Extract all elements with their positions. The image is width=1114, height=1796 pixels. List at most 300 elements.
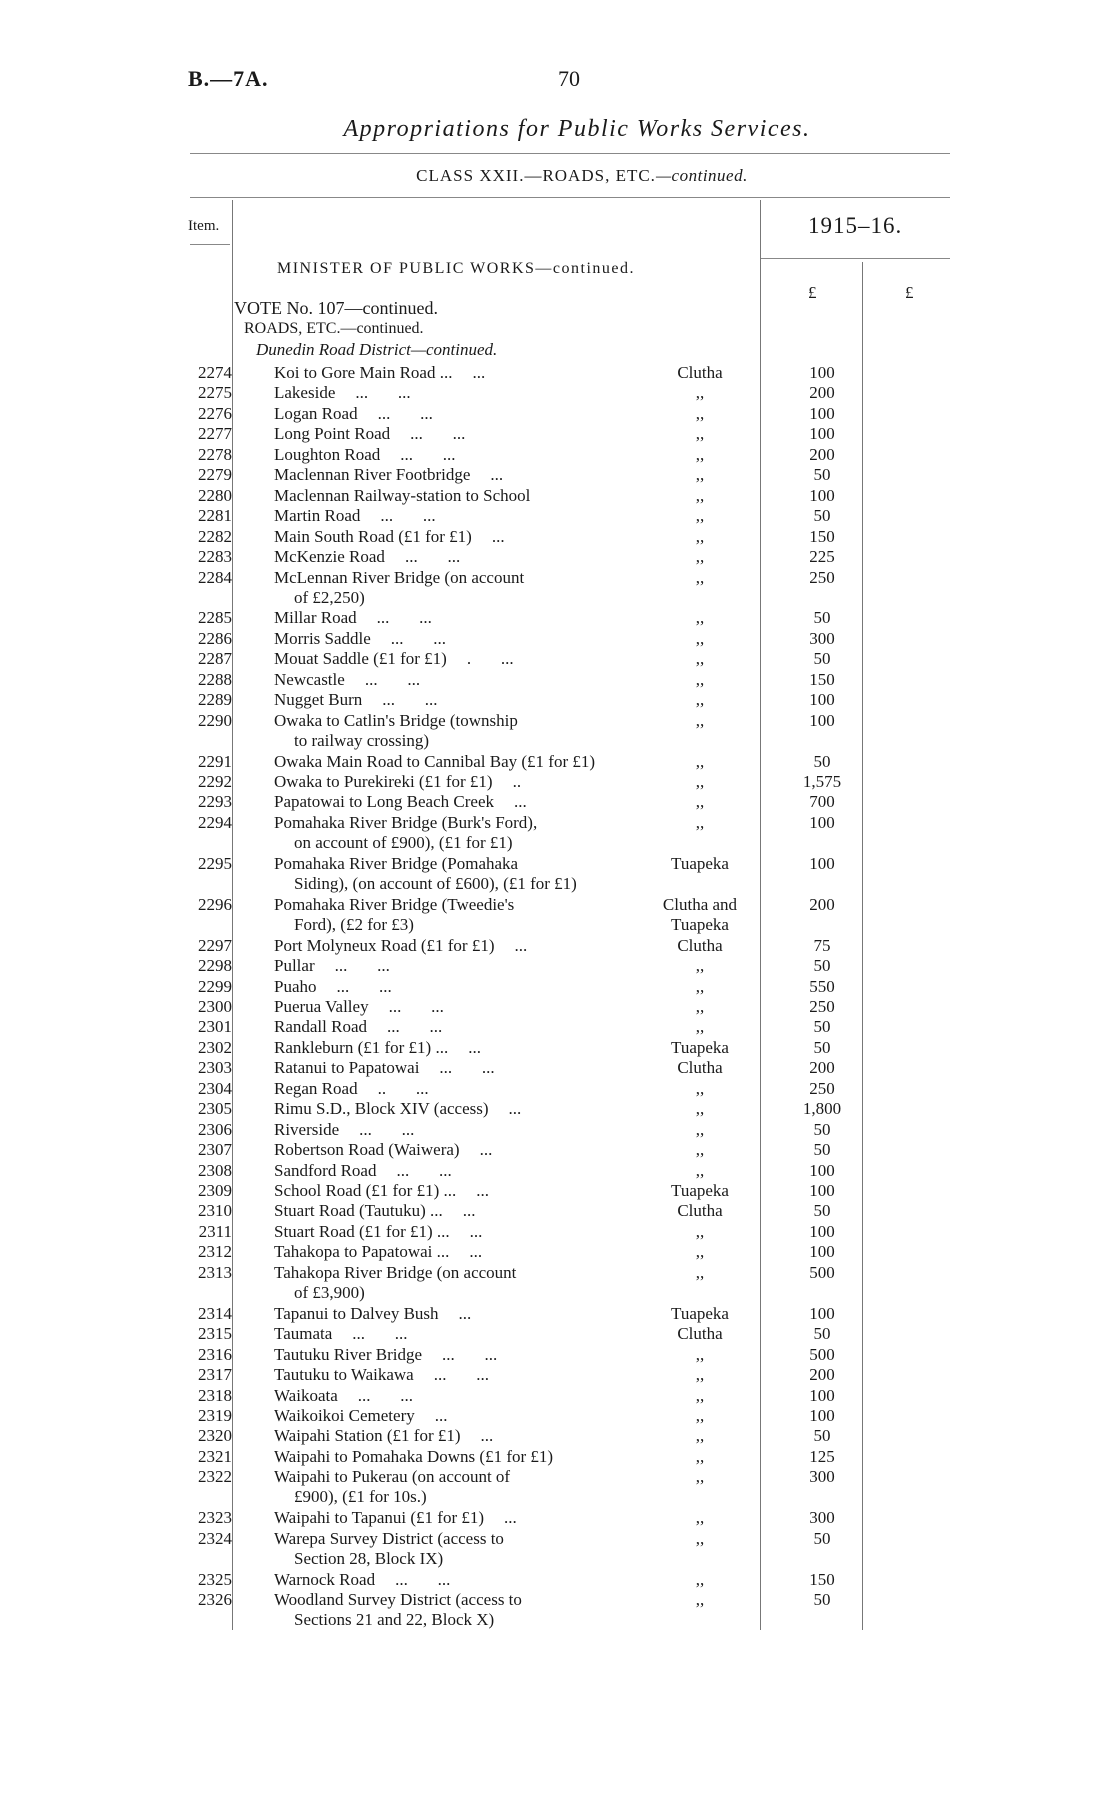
electorate: ,, (695, 567, 705, 587)
table-row (0, 506, 1114, 526)
item-number: 2287 (198, 649, 232, 669)
table-row (0, 1528, 1114, 1568)
amount: 50 (813, 1590, 831, 1609)
item-description-continued: £900), (£1 for 10s.) (294, 1487, 427, 1507)
item-number: 2300 (198, 996, 232, 1016)
item-description (274, 1120, 414, 1140)
table-row (0, 1161, 1114, 1181)
item-description-text: Ratanui to Papatowai (274, 1058, 420, 1078)
item-description (274, 445, 456, 465)
item-number: 2283 (198, 547, 232, 567)
currency-label-total: £ (905, 283, 914, 302)
electorate: Clutha and Tuapeka (640, 895, 760, 935)
item-description (274, 1386, 413, 1406)
electorate: ,, (695, 506, 705, 526)
item-description (274, 1038, 481, 1058)
item-description (274, 1058, 495, 1078)
leader-dots: ... (468, 1037, 481, 1057)
table-row (0, 383, 1114, 403)
leader-dots: ... (462, 1201, 476, 1221)
item-number: 2311 (198, 1221, 232, 1241)
electorate: ,, (695, 1590, 705, 1609)
item-number: 2314 (198, 1303, 232, 1323)
vote-heading: VOTE No. 107—continued. (234, 298, 438, 318)
amount: 100 (809, 363, 835, 382)
item-description (274, 854, 577, 894)
amount: 50 (813, 1017, 831, 1037)
electorate: ,, (695, 1467, 705, 1487)
electorate: Clutha (677, 363, 723, 382)
amount: 100 (809, 424, 835, 444)
item-description-text: Long Point Road (274, 424, 391, 444)
item-description-text: Warepa Survey District (access to (274, 1528, 504, 1548)
leader-dots: ... (490, 465, 504, 485)
item-description (274, 547, 460, 567)
item-description-text: Pomahaka River Bridge (Pomahaka (274, 853, 519, 873)
item-description (274, 690, 438, 710)
item-number: 2305 (198, 1099, 232, 1119)
leader-dots: ... ... (359, 1119, 415, 1139)
leader-dots: ... (434, 1405, 448, 1425)
amount: 50 (813, 751, 831, 771)
item-description (274, 1222, 482, 1242)
electorate: ,, (695, 608, 705, 628)
item-description-continued: Siding), (on account of £600), (£1 for £1) (294, 873, 577, 893)
item-number: 2292 (198, 772, 232, 791)
item-description-text: Waipahi to Pukerau (on account of (274, 1467, 511, 1487)
item-number: 2285 (198, 608, 232, 628)
item-number: 2316 (198, 1344, 232, 1364)
leader-dots: ... (491, 526, 505, 546)
amount: 125 (809, 1446, 835, 1466)
item-description-continued: of £2,250) (294, 587, 365, 607)
amount: 100 (809, 1303, 835, 1323)
item-description-text: Waikoikoi Cemetery (274, 1405, 415, 1425)
item-description (274, 1079, 429, 1099)
electorate: ,, (695, 1099, 705, 1119)
item-description (274, 752, 595, 772)
item-description-text: Tautuku River Bridge (274, 1344, 423, 1364)
table-row (0, 710, 1114, 750)
electorate: ,, (695, 1221, 705, 1241)
district-heading: Dunedin Road District—continued. (256, 340, 498, 359)
leader-dots: ... (479, 1140, 493, 1160)
item-description-text: Papatowai to Long Beach Creek (274, 792, 494, 812)
electorate: ,, (695, 996, 705, 1016)
electorate: ,, (695, 628, 705, 648)
item-description-text: Pomahaka River Bridge (Burk's Ford), (274, 812, 538, 832)
electorate: ,, (695, 1119, 705, 1139)
item-description (274, 1590, 522, 1630)
leader-dots: ... (504, 1508, 517, 1528)
item-number: 2322 (198, 1467, 232, 1487)
item-number: 2288 (198, 669, 232, 689)
table-row (0, 752, 1114, 772)
item-description-text: Stuart Road (£1 for £1) ... (274, 1221, 450, 1241)
table-row (0, 649, 1114, 669)
table-row (0, 772, 1114, 792)
item-description (274, 1426, 493, 1446)
table-row (0, 1120, 1114, 1140)
table-row (0, 1222, 1114, 1242)
roads-heading: ROADS, ETC.—continued. (244, 320, 424, 337)
item-number: 2282 (198, 526, 232, 546)
table-row (0, 527, 1114, 547)
item-number: 2299 (198, 976, 232, 996)
table-row (0, 567, 1114, 607)
electorate: ,, (695, 976, 705, 996)
table-row (0, 547, 1114, 567)
amount: 100 (809, 1405, 835, 1425)
amount: 300 (809, 628, 835, 648)
amount: 100 (809, 1160, 835, 1180)
amount: 50 (813, 506, 831, 526)
table-row (0, 1201, 1114, 1221)
year-column-header: 1915–16. (808, 213, 903, 238)
electorate: ,, (695, 649, 705, 669)
table-row (0, 1447, 1114, 1467)
leader-dots: ... (480, 1426, 494, 1446)
table-row (0, 404, 1114, 424)
item-description (274, 1345, 497, 1365)
item-description-continued: Sections 21 and 22, Block X) (294, 1610, 495, 1629)
item-description (274, 1570, 450, 1590)
electorate: ,, (695, 403, 705, 423)
table-row (0, 445, 1114, 465)
item-description (274, 895, 514, 935)
table-row (0, 670, 1114, 690)
item-description-text: Tahakopa River Bridge (on account (274, 1262, 517, 1282)
item-number: 2308 (198, 1160, 232, 1180)
amount: 300 (809, 1508, 835, 1528)
leader-dots: .. (512, 772, 522, 791)
item-description-text: Waipahi to Tapanui (£1 for £1) (274, 1508, 485, 1528)
item-number: 2306 (198, 1119, 232, 1139)
amount: 200 (809, 383, 835, 403)
item-description (274, 383, 411, 403)
amount: 100 (809, 1385, 835, 1405)
item-description-text: Owaka to Purekireki (£1 for £1) (274, 772, 493, 791)
table-row (0, 1386, 1114, 1406)
electorate: ,, (695, 1344, 705, 1364)
page-title: Appropriations for Public Works Services. (343, 116, 811, 142)
amount: 75 (813, 935, 831, 955)
table-row (0, 812, 1114, 852)
electorate: ,, (695, 547, 705, 567)
electorate: Tuapeka (671, 853, 729, 873)
item-description-text: Waikoata (274, 1385, 338, 1405)
item-description-text: Stuart Road (Tautuku) ... (274, 1201, 443, 1221)
item-number: 2291 (198, 751, 232, 771)
leader-dots: ... (469, 1221, 483, 1241)
amount: 300 (809, 1467, 835, 1487)
item-description (274, 670, 420, 690)
item-number: 2313 (198, 1262, 232, 1282)
amount: 550 (809, 976, 835, 996)
leader-dots: .. ... (377, 1078, 429, 1098)
item-number: 2293 (198, 792, 232, 812)
item-description-text: Randall Road (274, 1017, 368, 1037)
electorate: ,, (695, 1160, 705, 1180)
table-row (0, 424, 1114, 444)
leader-dots: ... (472, 363, 486, 382)
amount: 50 (813, 649, 831, 669)
electorate: Clutha (677, 1201, 723, 1221)
amount: 50 (813, 1426, 831, 1446)
electorate: ,, (695, 1242, 705, 1262)
item-number: 2289 (198, 690, 232, 710)
table-row (0, 1345, 1114, 1365)
electorate: ,, (695, 485, 705, 505)
electorate: ,, (695, 424, 705, 444)
table-row (0, 1426, 1114, 1446)
item-description (274, 936, 527, 956)
leader-dots: ... (508, 1099, 522, 1119)
item-description (274, 486, 530, 506)
amount: 150 (809, 1569, 835, 1589)
item-description-text: Owaka to Catlin's Bridge (township (274, 710, 518, 730)
leader-dots: ... (469, 1242, 483, 1262)
amount: 500 (809, 1262, 835, 1282)
amount: 700 (809, 792, 835, 812)
leader-dots: ... ... (439, 1058, 495, 1078)
item-description-text: Logan Road (274, 403, 358, 423)
table-row (0, 1140, 1114, 1160)
item-description-text: Rimu S.D., Block XIV (access) (274, 1099, 489, 1119)
item-description (274, 956, 390, 976)
item-header-rule (190, 244, 230, 245)
leader-dots: ... (514, 792, 527, 812)
electorate: ,, (695, 690, 705, 710)
class-heading-text: CLASS XXII.—ROADS, ETC. (416, 166, 656, 185)
item-number: 2315 (198, 1324, 232, 1344)
class-heading (0, 166, 1114, 186)
table-row (0, 1365, 1114, 1385)
item-description-text: Mouat Saddle (£1 for £1) (274, 649, 447, 669)
item-description-text: Koi to Gore Main Road ... (274, 363, 453, 382)
item-description (274, 527, 505, 547)
leader-dots: ... ... (357, 1385, 414, 1405)
electorate: ,, (695, 1140, 705, 1160)
amount: 50 (813, 1201, 831, 1221)
currency-label-amount: £ (808, 283, 817, 302)
year-header-rule (760, 258, 950, 259)
title-divider (190, 153, 950, 154)
table-row (0, 1038, 1114, 1058)
item-description (274, 1181, 489, 1201)
amount: 500 (809, 1344, 835, 1364)
table-row (0, 1590, 1114, 1629)
item-number: 2297 (198, 935, 232, 955)
electorate: ,, (695, 1385, 705, 1405)
item-number: 2303 (198, 1058, 232, 1078)
class-divider (190, 197, 950, 198)
leader-dots: ... (514, 935, 528, 955)
electorate: ,, (695, 1569, 705, 1589)
item-number: 2279 (198, 465, 232, 485)
item-description-text: Tautuku to Waikawa (274, 1365, 414, 1385)
amount: 150 (809, 669, 835, 689)
amount: 100 (809, 690, 835, 710)
leader-dots: ... ... (377, 403, 433, 423)
item-description-text: Riverside (274, 1119, 340, 1139)
item-description (274, 1304, 471, 1324)
amount: 200 (809, 1058, 835, 1078)
item-number: 2290 (198, 710, 232, 730)
electorate: ,, (695, 772, 705, 791)
electorate: ,, (695, 956, 705, 976)
item-number: 2317 (198, 1365, 232, 1385)
item-description-text: Lakeside (274, 383, 336, 403)
item-description (274, 1140, 492, 1160)
electorate: ,, (695, 792, 705, 812)
minister-heading: MINISTER OF PUBLIC WORKS—continued. (277, 260, 635, 277)
item-description (274, 1447, 553, 1467)
item-description-text: Warnock Road (274, 1569, 376, 1589)
item-number: 2321 (198, 1446, 232, 1466)
item-number: 2304 (198, 1078, 232, 1098)
item-number: 2310 (198, 1201, 232, 1221)
item-description (274, 1201, 476, 1221)
amount: 100 (809, 853, 835, 873)
table-row (0, 629, 1114, 649)
leader-dots: ... ... (442, 1344, 498, 1364)
item-number: 2276 (198, 403, 232, 423)
amount: 100 (809, 1221, 835, 1241)
item-column-header: Item. (188, 218, 220, 234)
electorate: Tuapeka (671, 1037, 729, 1057)
electorate: ,, (695, 751, 705, 771)
electorate: ,, (695, 1078, 705, 1098)
table-row (0, 1304, 1114, 1324)
leader-dots: ... ... (352, 1324, 408, 1344)
electorate: ,, (695, 526, 705, 546)
item-description-continued: Ford), (£2 for £3) (294, 914, 414, 934)
item-description-text: Woodland Survey District (access to (274, 1590, 522, 1609)
item-description-text: Maclennan Railway-station to School (274, 485, 531, 505)
electorate: ,, (695, 465, 705, 485)
leader-dots: ... (458, 1303, 472, 1323)
electorate: ,, (695, 1262, 705, 1282)
leader-dots: ... ... (433, 1365, 489, 1385)
item-description-text: Martin Road (274, 506, 361, 526)
amount: 250 (809, 996, 835, 1016)
item-description-text: Pullar (274, 956, 315, 976)
item-description-text: Waipahi Station (£1 for £1) (274, 1426, 461, 1446)
page-number: 70 (558, 66, 580, 91)
table-row (0, 1324, 1114, 1344)
item-number: 2302 (198, 1037, 232, 1057)
table-row (0, 1242, 1114, 1262)
item-number: 2277 (198, 424, 232, 444)
electorate-continued: Tuapeka (671, 914, 729, 934)
table-row (0, 936, 1114, 956)
item-description-text: Regan Road (274, 1078, 358, 1098)
item-description (274, 465, 503, 485)
item-description (274, 568, 524, 608)
table-row (0, 486, 1114, 506)
table-row (0, 608, 1114, 628)
item-description-text: Loughton Road (274, 444, 381, 464)
leader-dots: ... ... (404, 547, 461, 567)
amount: 50 (813, 1324, 831, 1344)
item-description (274, 813, 537, 853)
item-number: 2280 (198, 485, 232, 505)
table-row (0, 1058, 1114, 1078)
item-number: 2301 (198, 1017, 232, 1037)
item-number: 2284 (198, 567, 232, 587)
table-row (0, 465, 1114, 485)
table-row (0, 977, 1114, 997)
electorate: Clutha (677, 935, 723, 955)
item-description (274, 1508, 517, 1528)
table-row (0, 1079, 1114, 1099)
item-number: 2294 (198, 812, 232, 832)
leader-dots: ... ... (334, 956, 390, 976)
electorate: ,, (695, 710, 705, 730)
leader-dots: . ... (466, 649, 514, 669)
table-row (0, 1406, 1114, 1426)
item-number: 2318 (198, 1385, 232, 1405)
item-description-continued: on account of £900), (£1 for £1) (294, 832, 513, 852)
item-description-text: Waipahi to Pomahaka Downs (£1 for £1) (274, 1446, 554, 1466)
item-number: 2286 (198, 628, 232, 648)
item-description-text: Tahakopa to Papatowai ... (274, 1242, 450, 1262)
table-row (0, 894, 1114, 934)
amount: 200 (809, 444, 835, 464)
leader-dots: ... (476, 1181, 490, 1200)
item-description (274, 404, 433, 424)
item-description-text: Puaho (274, 976, 317, 996)
item-description-text: Pomahaka River Bridge (Tweedie's (274, 894, 515, 914)
amount: 50 (813, 465, 831, 485)
table-row (0, 1570, 1114, 1590)
item-description-text: Morris Saddle (274, 628, 371, 648)
electorate: ,, (695, 1405, 705, 1425)
item-description-text: Robertson Road (Waiwera) (274, 1140, 460, 1160)
amount: 250 (809, 567, 835, 587)
table-row (0, 1467, 1114, 1507)
item-description-text: Port Molyneux Road (£1 for £1) (274, 935, 495, 955)
electorate: ,, (695, 1017, 705, 1037)
item-description (274, 363, 485, 383)
document-reference: B.—7A. (188, 66, 269, 91)
item-description (274, 1099, 521, 1119)
item-number: 2307 (198, 1140, 232, 1160)
item-description-text: McKenzie Road (274, 547, 385, 567)
item-description (274, 711, 518, 751)
leader-dots: ... ... (336, 976, 392, 996)
leader-dots: ... ... (387, 1017, 443, 1037)
item-number: 2298 (198, 956, 232, 976)
table-row (0, 1099, 1114, 1119)
item-number: 2281 (198, 506, 232, 526)
item-number: 2275 (198, 383, 232, 403)
item-description-text: Millar Road (274, 608, 357, 628)
item-description (274, 792, 527, 812)
table-row (0, 997, 1114, 1017)
item-number: 2312 (198, 1242, 232, 1262)
item-description (274, 1406, 447, 1426)
amount: 100 (809, 485, 835, 505)
item-description (274, 1161, 452, 1181)
amount: 100 (809, 1242, 835, 1262)
item-description-continued: of £3,900) (294, 1282, 365, 1302)
item-number: 2320 (198, 1426, 232, 1446)
table-row (0, 853, 1114, 893)
item-description (274, 997, 444, 1017)
item-description (274, 608, 432, 628)
